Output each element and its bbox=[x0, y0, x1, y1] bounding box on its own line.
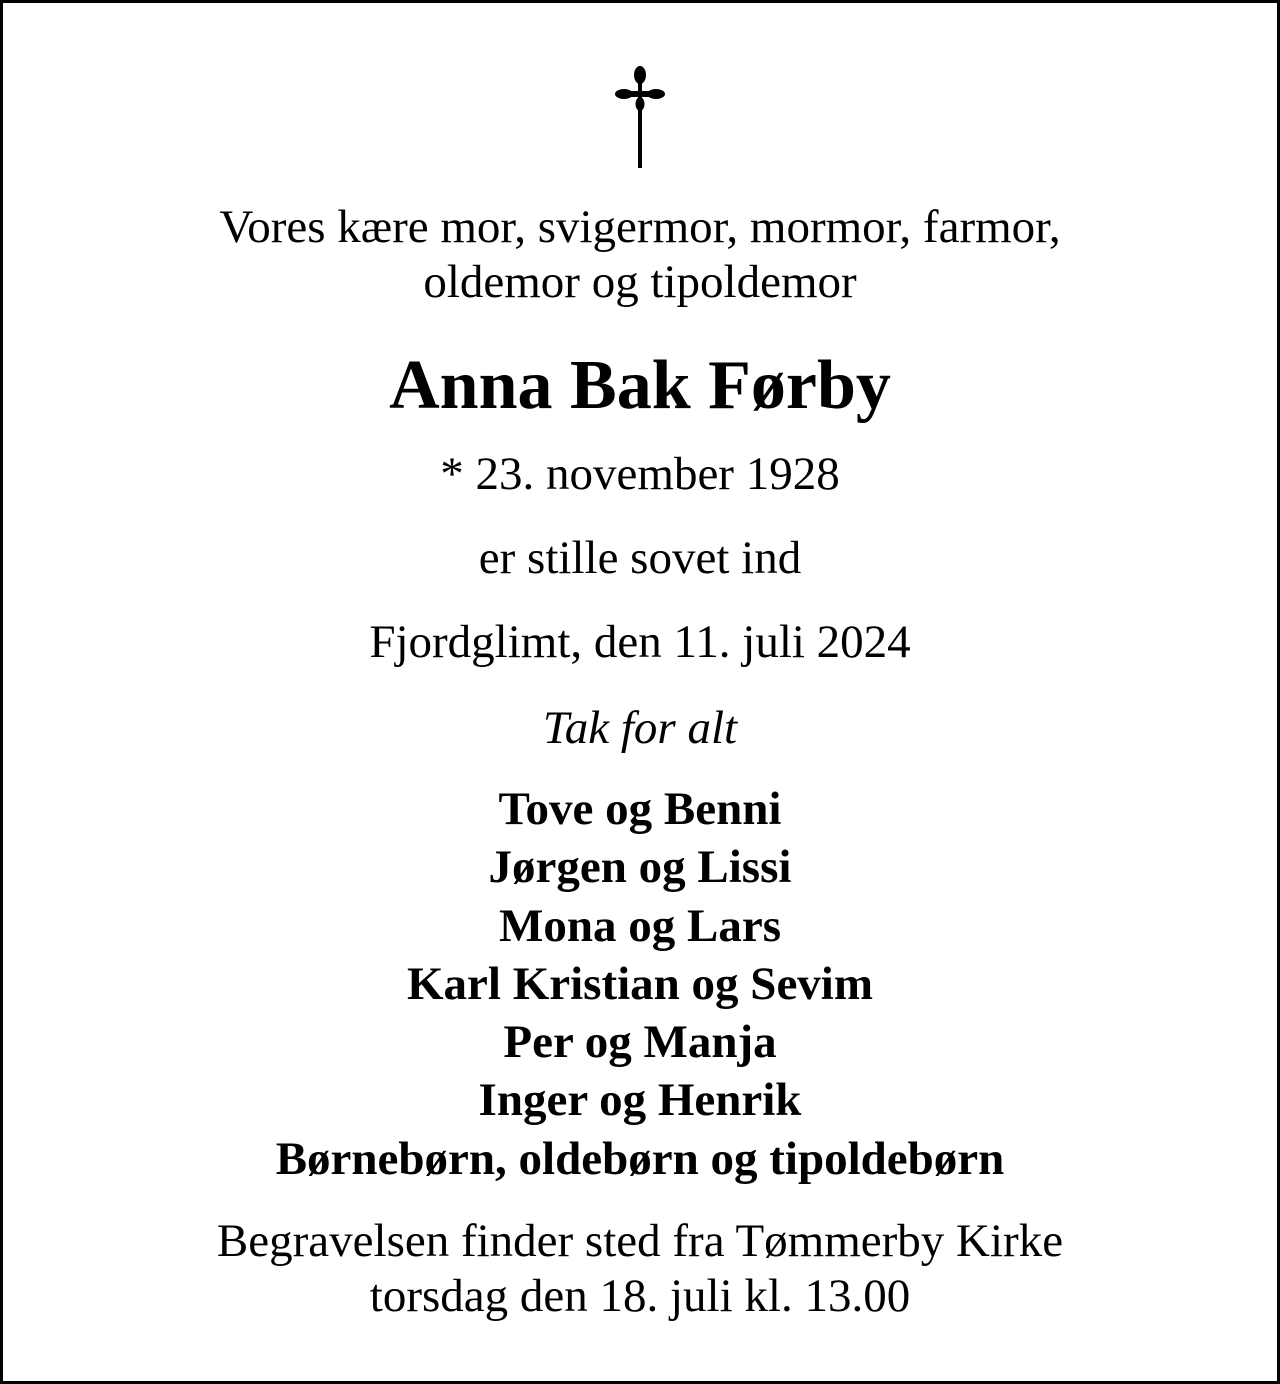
mourner-item: Per og Manja bbox=[503, 1016, 777, 1069]
mourner-item: Mona og Lars bbox=[499, 899, 781, 952]
funeral-line: torsdag den 18. juli kl. 13.00 bbox=[369, 1270, 911, 1322]
mourner-item: Inger og Henrik bbox=[478, 1074, 802, 1127]
funeral-info bbox=[80, 1214, 1200, 1324]
mourners-list bbox=[80, 780, 1200, 1188]
place-and-date: Fjordglimt, den 11. juli 2024 bbox=[369, 616, 911, 668]
mourner-item: Jørgen og Lissi bbox=[488, 841, 792, 894]
deceased-name: Anna Bak Førby bbox=[389, 347, 891, 424]
intro-line: Vores kære mor, svigermor, mormor, farmor, bbox=[219, 201, 1061, 253]
intro-line: oldemor og tipoldemor bbox=[423, 256, 857, 308]
mourner-item: Karl Kristian og Sevim bbox=[406, 957, 874, 1010]
birth-date: * 23. november 1928 bbox=[440, 448, 840, 500]
cross-icon bbox=[610, 62, 670, 172]
mourner-item: Børnebørn, oldebørn og tipoldebørn bbox=[275, 1132, 1005, 1185]
intro-text bbox=[80, 200, 1200, 310]
funeral-line: Begravelsen finder sted fra Tømmerby Kirke bbox=[216, 1215, 1064, 1267]
mourner-item: Tove og Benni bbox=[498, 783, 782, 835]
thanks-text: Tak for alt bbox=[542, 702, 738, 754]
passed-text: er stille sovet ind bbox=[478, 532, 802, 584]
